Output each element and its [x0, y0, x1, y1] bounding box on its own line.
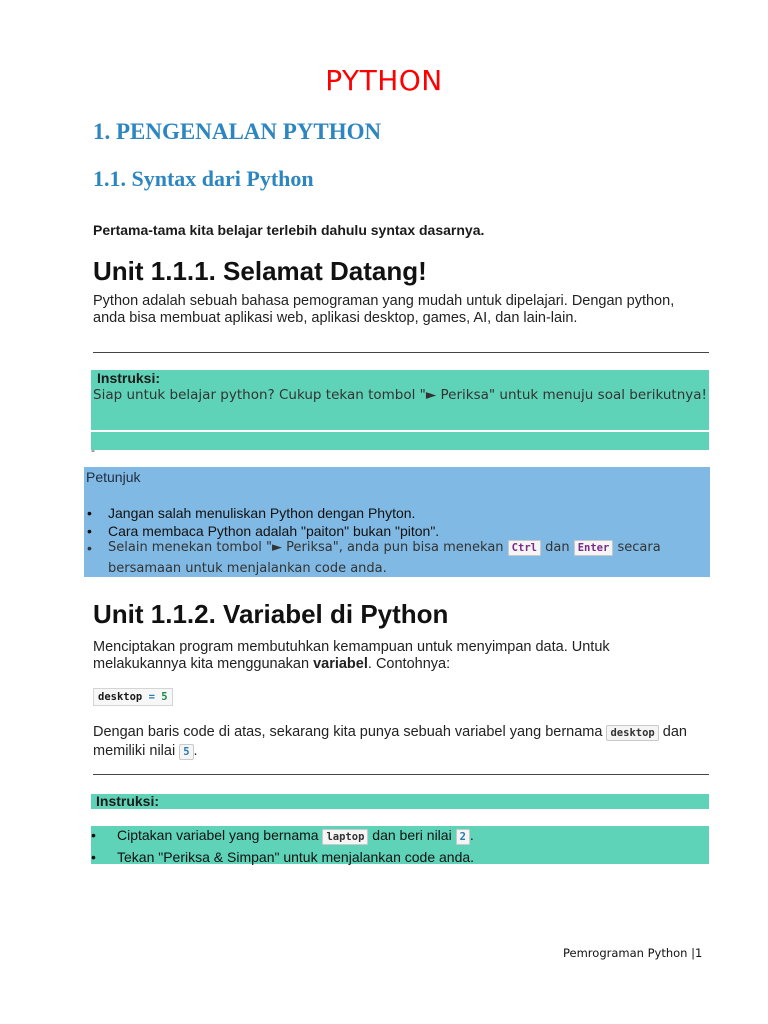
- explain-text-b: dan: [662, 724, 687, 740]
- unit2-paragraph-text-b: . Contohnya:: [367, 656, 451, 672]
- unit2-explain-line2: [93, 743, 713, 761]
- code-variable: desktop: [98, 691, 143, 703]
- unit2-instruction-label-band: [91, 794, 709, 809]
- hint-item-2: [87, 523, 440, 539]
- code-number: 5: [161, 691, 168, 703]
- divider: [93, 774, 709, 775]
- hint-item-3-text-b: dan: [545, 540, 570, 555]
- unit1-instruction-text: Siap untuk belajar python? Cukup tekan tombol "► Periksa" untuk menuju soal berikutnya!: [93, 387, 707, 403]
- task-1-text-c: .: [469, 827, 474, 843]
- task-item-1: [91, 827, 474, 843]
- explain-text-a: Dengan baris code di atas, sekarang kita punya sebuah variabel yang bernama: [93, 724, 603, 740]
- variabel-term: variabel: [313, 656, 368, 672]
- bullet-icon: •: [87, 505, 92, 521]
- page-footer: Pemrograman Python |1: [563, 946, 703, 960]
- explain-value-badge: 5: [179, 744, 193, 760]
- unit1-instruction-label: Instruksi:: [97, 370, 161, 386]
- code-example: [93, 688, 173, 706]
- document-title: PYTHON: [325, 64, 443, 97]
- bullet-icon: •: [91, 849, 96, 865]
- unit2-paragraph-text-a: melakukannya kita menggunakan: [93, 656, 310, 672]
- task-2-text: Tekan "Periksa & Simpan" untuk menjalankan code anda.: [117, 849, 475, 865]
- bullet-icon: •: [91, 827, 96, 843]
- unit2-paragraph-line1: Menciptakan program membutuhkan kemampuan untuk menyimpan data. Untuk: [93, 639, 610, 655]
- section-heading: 1.1. Syntax dari Python: [93, 166, 314, 191]
- hint-item-1: [87, 505, 416, 521]
- hint-item-2-text: Cara membaca Python adalah "paiton" bukan "piton".: [108, 523, 440, 539]
- task-1-text-b: dan beri nilai: [372, 827, 452, 843]
- hint-item-1-text: Jangan salah menuliskan Python dengan Phyton.: [108, 505, 416, 521]
- unit2-paragraph-line2: [93, 656, 713, 673]
- unit1-heading: Unit 1.1.1. Selamat Datang!: [93, 256, 427, 286]
- enter-key-badge: Enter: [574, 540, 614, 556]
- task-1-text-a: Ciptakan variabel yang bernama: [117, 827, 319, 843]
- chapter-heading: 1. PENGENALAN PYTHON: [93, 119, 382, 144]
- explain-text-c: memiliki nilai: [93, 743, 176, 759]
- ctrl-key-badge: Ctrl: [508, 540, 541, 556]
- unit1-paragraph-line2: anda bisa membuat aplikasi web, aplikasi desktop, games, AI, dan lain-lain.: [93, 310, 578, 326]
- explain-text-d: .: [193, 743, 198, 759]
- separator-mark: -: [91, 443, 95, 457]
- hint-item-3: [87, 540, 661, 556]
- task-variable-badge: laptop: [322, 829, 368, 845]
- hints-label: Petunjuk: [86, 469, 141, 485]
- unit1-paragraph-line1: Python adalah sebuah bahasa pemograman yang mudah untuk dipelajari. Dengan python,: [93, 293, 675, 309]
- code-operator: =: [148, 691, 155, 703]
- hint-item-3-text-a: Selain menekan tombol "► Periksa", anda pun bisa menekan: [108, 540, 504, 555]
- bullet-icon: •: [87, 523, 92, 539]
- divider: [93, 352, 709, 353]
- unit2-heading: Unit 1.1.2. Variabel di Python: [93, 599, 449, 629]
- unit2-explain-line1: [93, 724, 713, 742]
- bullet-icon: •: [87, 540, 92, 556]
- unit2-instruction-label: Instruksi:: [96, 793, 160, 809]
- task-item-2: [91, 849, 475, 865]
- hint-item-3-line2: bersamaan untuk menjalankan code anda.: [108, 561, 387, 576]
- hint-item-3-text-c: secara: [617, 540, 661, 555]
- explain-variable-badge: desktop: [606, 725, 658, 741]
- intro-text: Pertama-tama kita belajar terlebih dahulu syntax dasarnya.: [93, 222, 485, 238]
- unit1-instruction-footer-band: [91, 432, 709, 450]
- task-value-badge: 2: [456, 829, 470, 845]
